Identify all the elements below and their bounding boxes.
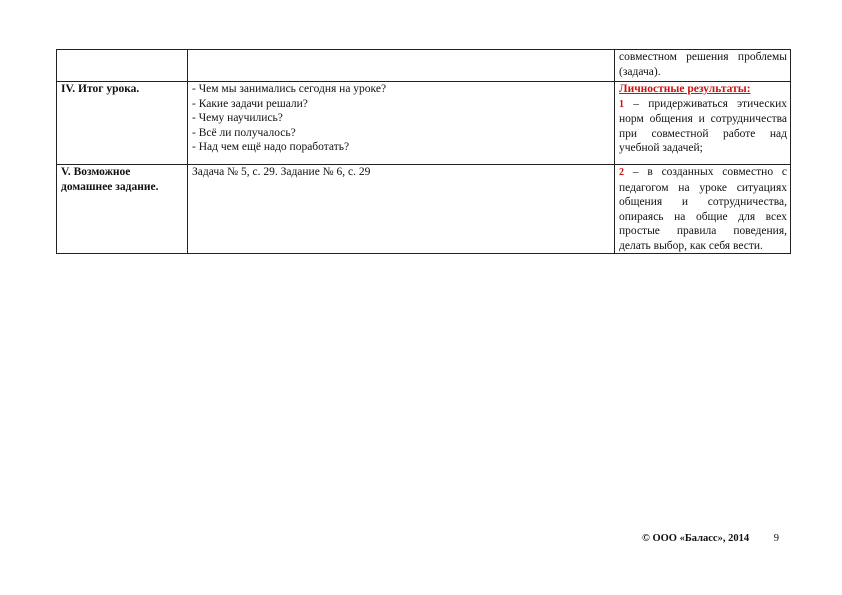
page-number: 9 — [773, 533, 779, 544]
content-cell — [188, 50, 615, 82]
result-cell — [615, 50, 791, 82]
result-cell — [615, 82, 791, 165]
result-number: 1 — [619, 98, 624, 110]
stage-label: V. Возможное — [61, 166, 131, 178]
result-cell — [615, 165, 791, 254]
questions-cell — [188, 82, 615, 165]
result-text: – придерживаться этических норм общения и сотрудничества при совместной работе над учебной задачей; — [619, 97, 787, 154]
lesson-plan-table — [56, 49, 791, 254]
question-item: - Какие задачи решали? — [192, 97, 308, 110]
question-item: - Чему научились? — [192, 112, 283, 124]
stage-cell: IV. Итог урока. — [57, 82, 188, 165]
result-heading: Личностные результаты: — [619, 83, 751, 95]
question-item: - Всё ли получалось? — [192, 126, 296, 139]
copyright: © ООО «Баласс», 2014 — [642, 533, 750, 544]
table-row — [57, 50, 791, 82]
homework-cell: Задача № 5, с. 29. Задание № 6, с. 29 — [188, 165, 615, 254]
stage-cell — [57, 165, 188, 254]
question-item: - Над чем ещё надо поработать? — [192, 141, 350, 153]
result-text: совместном решения проблемы (задача). — [619, 51, 787, 78]
result-number: 2 — [619, 167, 624, 178]
question-item: - Чем мы занимались сегодня на уроке? — [192, 83, 387, 95]
table-row — [57, 82, 791, 165]
table-row — [57, 165, 791, 254]
stage-cell — [57, 50, 188, 82]
page-footer — [642, 533, 779, 544]
result-text: – в созданных совместно с педагогом на уроке ситуациях общения и сотрудничества, опираясь на общие для всех простые правила поведения, делать выбор, как себя вести. — [619, 166, 787, 252]
stage-label: домашнее задание. — [61, 180, 159, 193]
